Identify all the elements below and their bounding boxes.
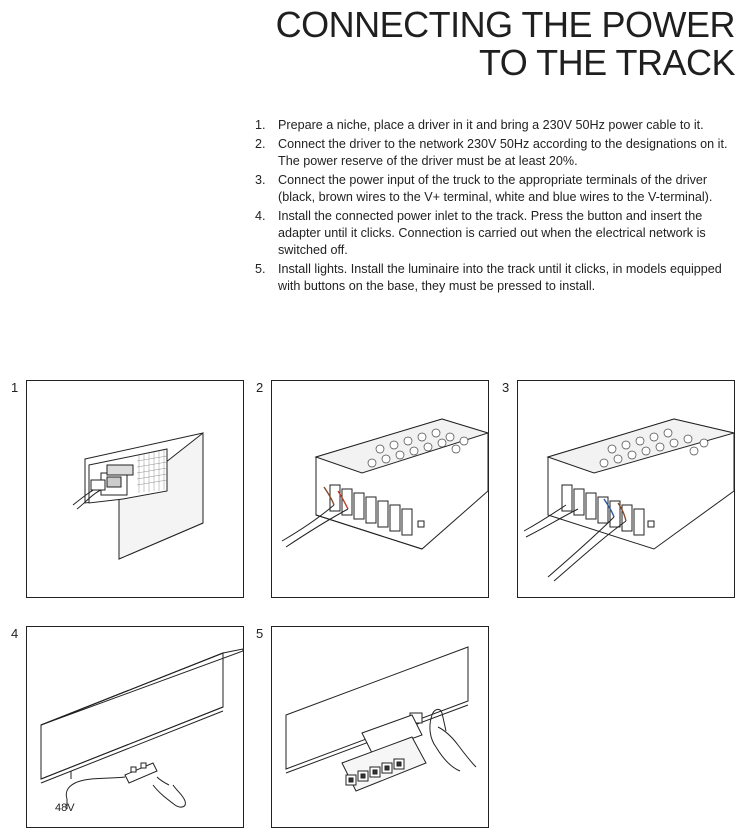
step-number: 4. [255, 209, 266, 223]
panel-2-driver-wiring [271, 380, 489, 598]
panel-4-number: 4 [11, 626, 19, 641]
panel-2-number: 2 [256, 380, 264, 395]
step-text: Connect the driver to the network 230V 50Hz according to the designations on it. The power reserve of the driver must be at least 20%. [278, 137, 728, 168]
page-title [276, 6, 735, 82]
step-item [255, 117, 735, 134]
step-text: Connect the power input of the truck to the appropriate terminals of the driver (black, brown wires to the V+ terminal, white and blue wires to the V-terminal). [278, 173, 713, 204]
panel-1-niche-illustration [26, 380, 244, 598]
step-number: 5. [255, 262, 266, 276]
niche-driver-drawing [27, 381, 243, 597]
step-number: 2. [255, 137, 266, 151]
driver-terminal-drawing [272, 381, 488, 597]
title-line-1: CONNECTING THE POWER [275, 4, 735, 45]
luminaire-install-drawing [272, 627, 488, 827]
step-text: Install lights. Install the luminaire into the track until it clicks, in models equipped with buttons on the base, they must be pressed to install. [278, 262, 722, 293]
panel-1-number: 1 [11, 380, 19, 395]
step-item [255, 208, 735, 259]
driver-output-drawing [518, 381, 734, 597]
voltage-label: 48V [55, 802, 75, 814]
step-item [255, 172, 735, 206]
step-number: 3. [255, 173, 266, 187]
step-text: Prepare a niche, place a driver in it and bring a 230V 50Hz power cable to it. [278, 118, 704, 132]
step-item [255, 261, 735, 295]
title-line-2: TO THE TRACK [478, 42, 735, 83]
panel-5-install-luminaire [271, 626, 489, 828]
panel-3-driver-output-wiring [517, 380, 735, 598]
instruction-steps [255, 117, 735, 297]
step-number: 1. [255, 118, 266, 132]
step-item [255, 136, 735, 170]
track-inlet-drawing [27, 627, 243, 827]
step-text: Install the connected power inlet to the track. Press the button and insert the adapter until it clicks. Connection is carried out when the electrical network is switched off. [278, 209, 706, 257]
panel-3-number: 3 [502, 380, 510, 395]
panel-5-number: 5 [256, 626, 264, 641]
panel-4-power-inlet [26, 626, 244, 828]
